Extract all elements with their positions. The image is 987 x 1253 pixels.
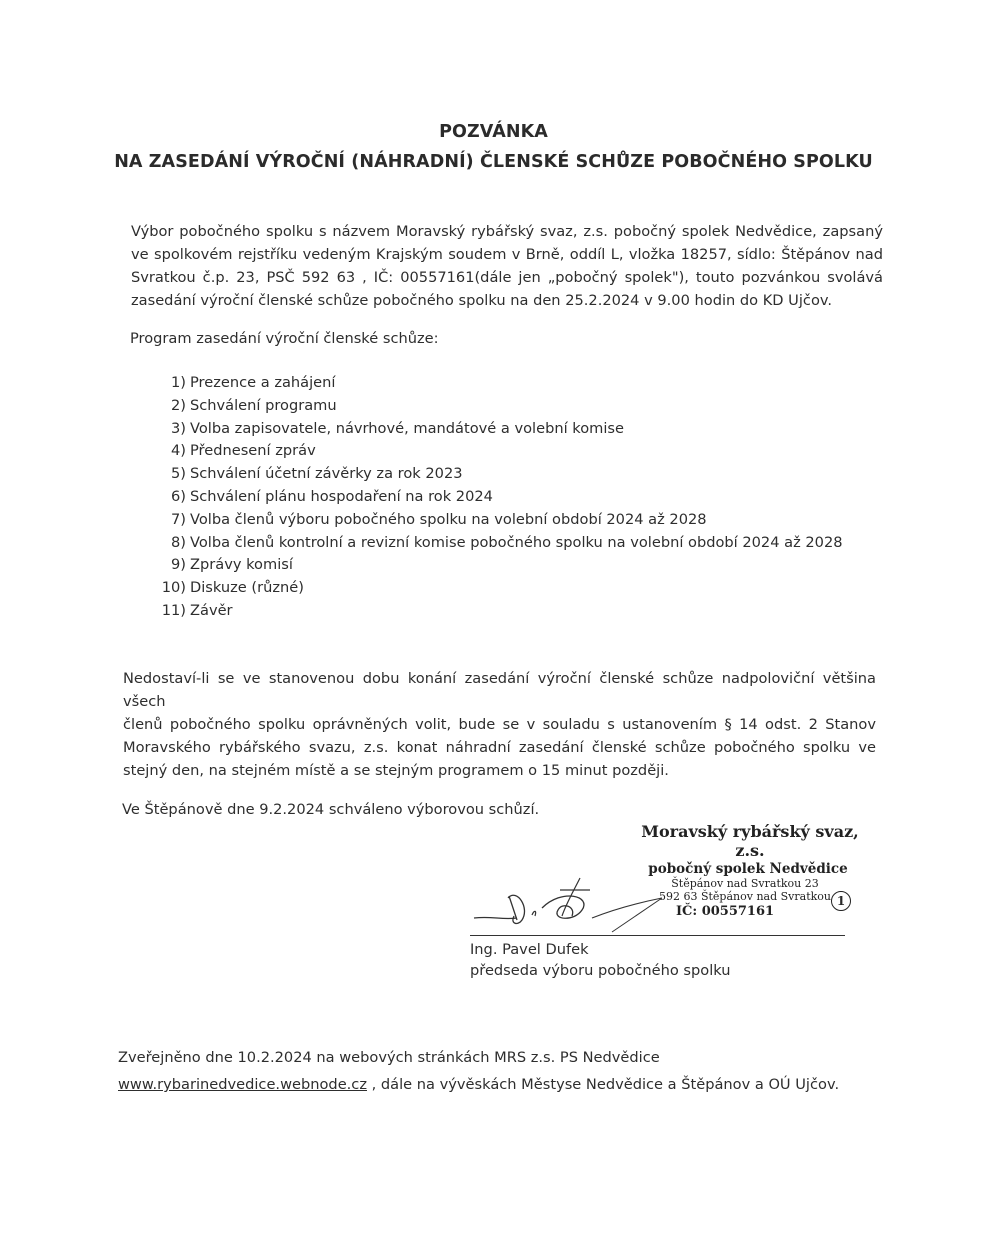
signature-line [470, 935, 845, 936]
publication-rest: , dále na vývěskách Městyse Nedvědice a Štěpánov a OÚ Ujčov. [367, 1076, 840, 1093]
program-item [152, 442, 843, 465]
program-item-number: 1) [171, 374, 186, 391]
intro-line: ve spolkovém rejstříku vedeným Krajským soudem v Brně, oddíl L, vložka 18257, sídlo: Štěpánov nad [131, 246, 883, 263]
program-item [152, 511, 843, 534]
program-item-text: Schválení plánu hospodaření na rok 2024 [190, 487, 493, 505]
approval-note: Ve Štěpánově dne 9.2.2024 schváleno výborovou schůzí. [122, 801, 540, 818]
program-item-number: 6) [171, 487, 186, 505]
document-title: POZVÁNKA [439, 122, 548, 142]
program-item-text: Přednesení zpráv [190, 442, 316, 460]
program-item [152, 579, 843, 602]
signatory-role: předseda výboru pobočného spolku [470, 962, 731, 979]
stamp-id: IČ: 00557161 [675, 904, 775, 919]
document-subtitle: NA ZASEDÁNÍ VÝROČNÍ (NÁHRADNÍ) ČLENSKÉ SCHŮZE POBOČNÉHO SPOLKU [114, 152, 873, 172]
handwritten-signature [462, 868, 682, 938]
program-item-number: 11) [161, 601, 186, 619]
program-item-text: Schválení účetní závěrky za rok 2023 [190, 465, 463, 483]
website-link[interactable]: www.rybarinedvedice.webnode.cz [118, 1076, 367, 1093]
program-item-text: Volba členů výboru pobočného spolku na volební období 2024 až 2028 [190, 510, 707, 528]
intro-line: Svratkou č.p. 23, PSČ 592 63 , IČ: 00557161(dále jen „pobočný spolek"), touto pozvánkou svolává [131, 269, 883, 286]
intro-paragraph [131, 220, 883, 312]
substitute-line: Nedostaví-li se ve stanovenou dobu konání zasedání výroční členské schůze nadpoloviční většina všech [123, 670, 876, 710]
program-item [152, 602, 843, 625]
program-item [152, 397, 843, 420]
program-item-text: Závěr [190, 601, 233, 619]
stamp-line: Moravský rybářský svaz, z.s. [641, 822, 859, 860]
publication-note: Zveřejněno dne 10.2.2024 na webových stránkách MRS z.s. PS Nedvědice [118, 1049, 660, 1066]
program-item-text: Volba zapisovatele, návrhové, mandátové a volební komise [190, 419, 624, 437]
program-item [152, 534, 843, 557]
program-item-number: 9) [171, 556, 186, 574]
program-item-text: Prezence a zahájení [190, 374, 336, 391]
substitute-line: stejný den, na stejném místě a se stejným programem o 15 minut později. [123, 762, 669, 779]
program-item-text: Zprávy komisí [190, 556, 293, 574]
program-item [152, 374, 843, 397]
program-item [152, 556, 843, 579]
program-item-text: Schválení programu [190, 396, 337, 414]
program-item [152, 420, 843, 443]
program-item-text: Diskuze (různé) [190, 579, 304, 597]
program-item-number: 4) [171, 442, 186, 460]
substitute-meeting-paragraph [123, 667, 876, 782]
stamp-line: 592 63 Štěpánov nad Svratkou [658, 890, 831, 903]
signatory-name: Ing. Pavel Dufek [470, 941, 589, 958]
intro-line: zasedání výroční členské schůze pobočného spolku na den 25.2.2024 v 9.00 hodin do KD Ujčov. [131, 292, 833, 309]
substitute-line: členů pobočného spolku oprávněných volit, bude se v souladu s ustanovením § 14 odst. 2 Stanov [123, 716, 876, 733]
stamp-line: pobočný spolek Nedvědice [648, 861, 848, 877]
program-item-number: 2) [171, 396, 186, 414]
program-item-number: 5) [171, 465, 186, 483]
program-item [152, 488, 843, 511]
program-item-number: 7) [171, 510, 186, 528]
program-intro: Program zasedání výroční členské schůze: [130, 330, 439, 347]
program-item-number: 10) [161, 579, 186, 597]
program-list [152, 374, 843, 625]
program-item-number: 3) [171, 419, 186, 437]
intro-line: Výbor pobočného spolku s názvem Moravský rybářský svaz, z.s. pobočný spolek Nedvědice, zapsaný [131, 223, 883, 240]
program-item-text: Volba členů kontrolní a revizní komise pobočného spolku na volební období 2024 až 2028 [190, 533, 843, 551]
program-item-number: 8) [171, 533, 186, 551]
stamp-line: Štěpánov nad Svratkou 23 [671, 877, 819, 890]
program-item [152, 465, 843, 488]
stamp-number: 1 [831, 891, 851, 911]
substitute-line: Moravského rybářského svazu, z.s. konat náhradní zasedání členské schůze pobočného spolku ve [123, 739, 876, 756]
publication-locations [118, 1076, 839, 1093]
